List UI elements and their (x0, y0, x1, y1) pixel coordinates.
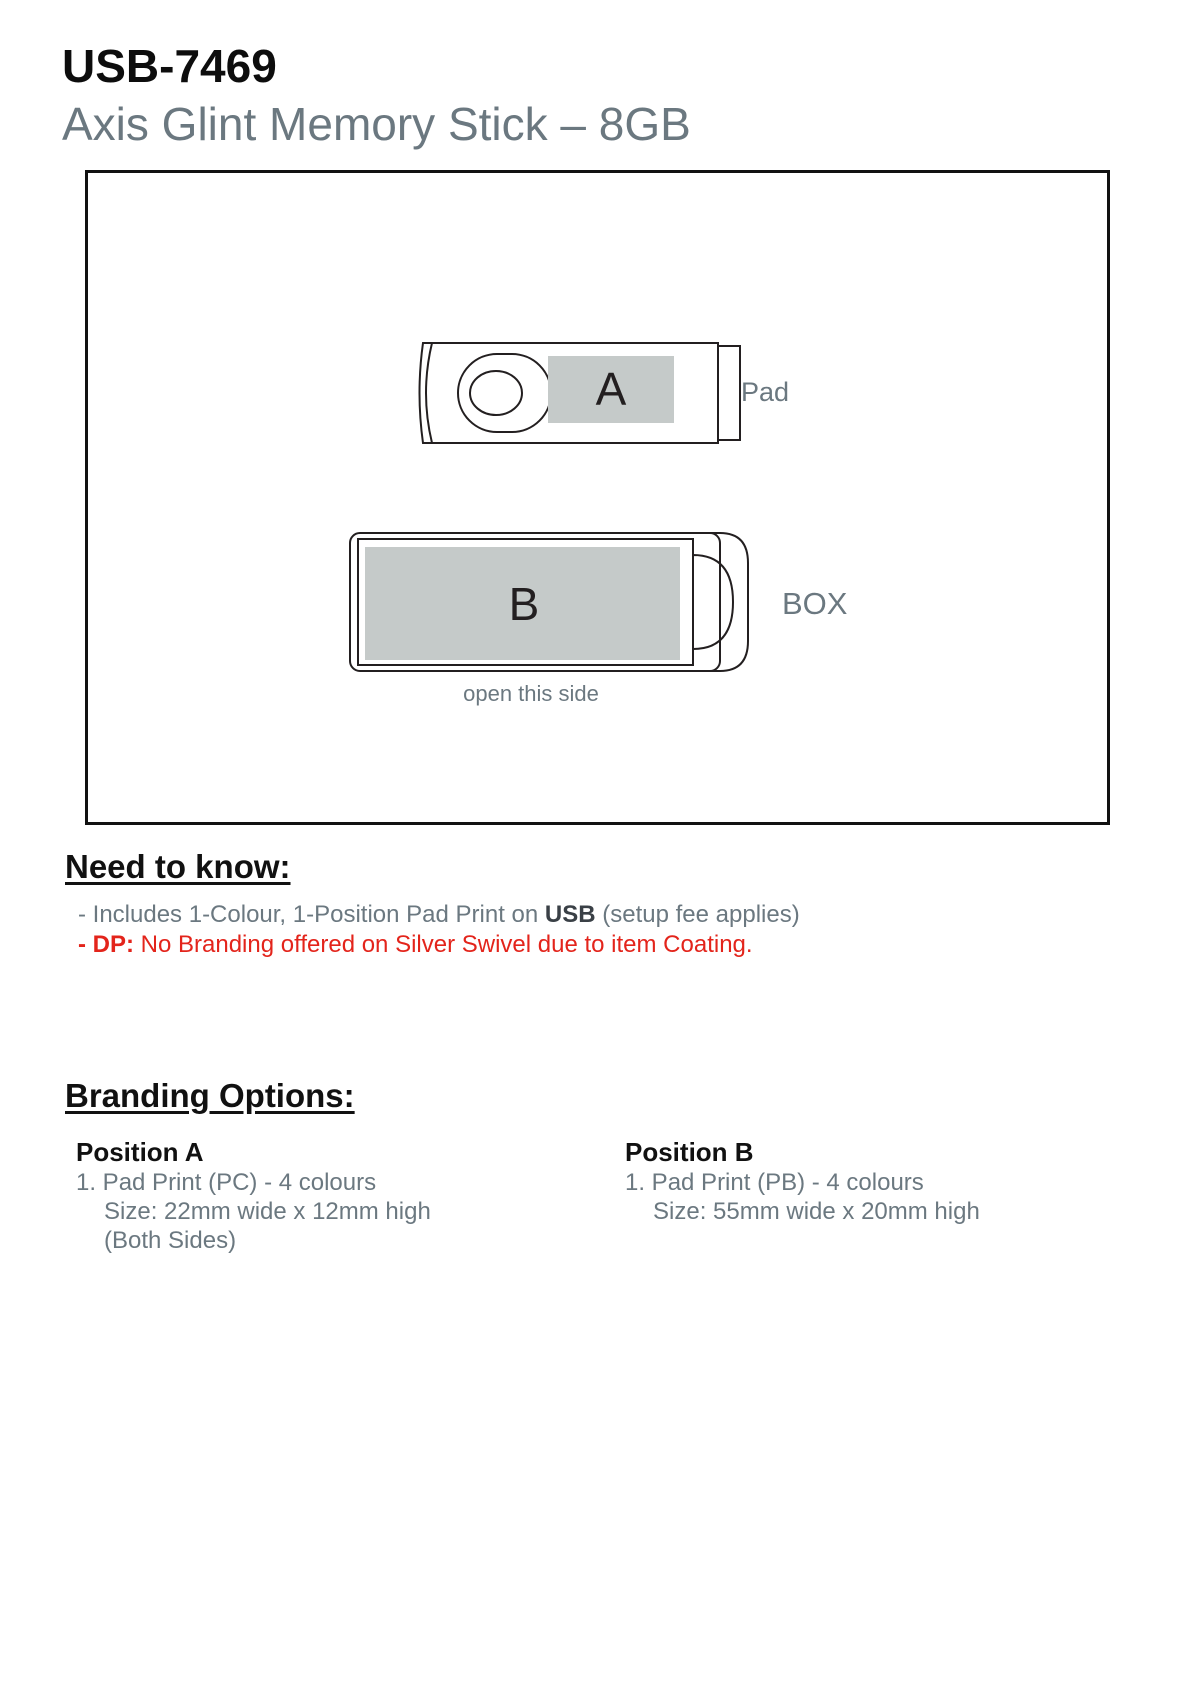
usb-loop-outline (458, 354, 551, 432)
note-text-suffix: (setup fee applies) (595, 901, 800, 928)
print-area-b-caption: BOX (782, 586, 848, 621)
position-a-size: Size: 22mm wide x 12mm high (104, 1198, 431, 1225)
product-name: Axis Glint Memory Stick – 8GB (62, 98, 691, 150)
usb-connector (718, 346, 740, 440)
print-area-a-label: A (595, 363, 627, 415)
position-b-details (625, 1138, 980, 1226)
position-a-details (76, 1138, 431, 1255)
position-b-size: Size: 55mm wide x 20mm high (653, 1198, 980, 1225)
usb-keyring-hole (470, 371, 522, 415)
warning-text: No Branding offered on Silver Swivel due to item Coating. (134, 931, 753, 958)
position-b-title: Position B (625, 1137, 754, 1167)
box-end-tab (693, 555, 733, 649)
position-a-title: Position A (76, 1137, 204, 1167)
print-area-a-caption: Pad (741, 377, 790, 407)
print-area-b-note: open this side (463, 681, 599, 706)
position-a-sides: (Both Sides) (104, 1227, 237, 1254)
note-text-bold: USB (544, 901, 596, 928)
need-to-know-heading: Need to know: (65, 848, 291, 885)
position-a-method: 1. Pad Print (PC) - 4 colours (76, 1169, 377, 1196)
note-text-prefix: - Includes 1-Colour, 1-Position Pad Print on (78, 901, 545, 928)
branding-options-heading: Branding Options: (65, 1077, 355, 1114)
product-diagram-frame (85, 170, 1110, 825)
position-b-method: 1. Pad Print (PB) - 4 colours (625, 1169, 924, 1196)
need-to-know-warning (78, 930, 753, 960)
product-diagram (88, 173, 1107, 822)
need-to-know-line-1 (78, 900, 800, 930)
usb-swivel-inner-edge (426, 343, 432, 443)
print-area-b-label: B (508, 578, 540, 630)
product-code: USB-7469 (62, 40, 277, 92)
warning-label: - DP: (78, 931, 134, 958)
